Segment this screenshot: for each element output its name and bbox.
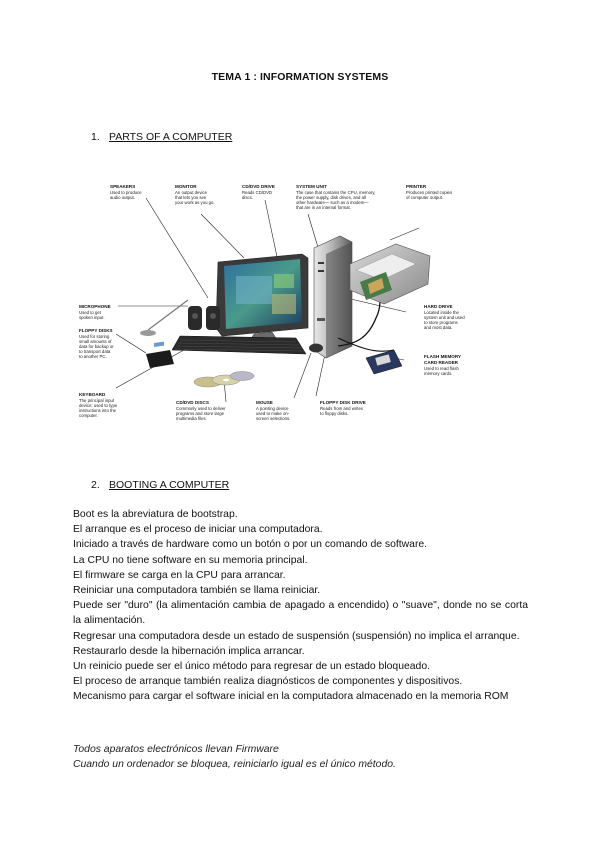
label-cddvd-discs-line: multimedia files. xyxy=(176,416,207,421)
cddvd-discs-illustration xyxy=(194,372,254,388)
label-monitor-title: MONITOR xyxy=(175,184,197,189)
label-system-unit-line: other hardware— such as a modem— xyxy=(296,200,369,205)
body-paragraph: Restaurarlo desde la hibernación implica arrancar. xyxy=(73,645,305,657)
label-hard-drive-line: and most data. xyxy=(424,325,453,330)
label-keyboard-line: device; used to type xyxy=(79,403,118,408)
label-floppy-disks-line: Used for storing xyxy=(79,334,110,339)
body-paragraph: Regresar una computadora desde un estado de suspensión (suspensión) no implica el arranque. xyxy=(73,630,520,642)
label-speakers-title: SPEAKERS xyxy=(110,184,136,189)
body-paragraph: Boot es la abreviatura de bootstrap. xyxy=(73,509,238,520)
label-microphone-line: Used to get xyxy=(79,310,101,315)
label-hard-drive-line: Located inside the xyxy=(424,310,459,315)
note-line: Cuando un ordenador se bloquea, reiniciarlo igual es el único método. xyxy=(73,759,396,771)
computer-illustration xyxy=(76,178,530,436)
mouse-illustration xyxy=(309,344,323,353)
computer-parts-figure xyxy=(76,178,530,436)
label-system-unit-line: The case that contains the CPU, memory, xyxy=(296,190,376,195)
label-flash-reader-title: FLASH MEMORY xyxy=(424,354,462,359)
label-microphone-title: MICROPHONE xyxy=(79,304,111,309)
label-printer-title: PRINTER xyxy=(406,184,427,189)
body-paragraph: El proceso de arranque también realiza diagnósticos de componentes y dispositivos. xyxy=(73,676,463,688)
label-cddvd-drive-line: discs. xyxy=(242,195,253,200)
label-cddvd-drive-line: Reads CD/DVD xyxy=(242,190,273,195)
label-cddvd-drive-title: CD/DVD DRIVE xyxy=(242,184,275,189)
label-floppy-disks-line: small amounts of xyxy=(79,339,112,344)
label-mouse-line: A pointing device xyxy=(256,406,289,411)
keyboard-illustration xyxy=(172,336,306,354)
label-hard-drive-line: to store programs xyxy=(424,320,458,325)
section-number: 1. xyxy=(91,131,100,143)
label-mouse-line: used to make on- xyxy=(256,411,290,416)
printer-illustration xyxy=(350,244,430,304)
section-title: PARTS OF A COMPUTER xyxy=(109,131,233,143)
body-paragraph: El arranque es el proceso de iniciar una computadora. xyxy=(73,524,323,536)
label-flash-reader-line: memory cards. xyxy=(424,371,453,376)
label-printer-line: of computer output. xyxy=(406,195,444,200)
floppy-disks-illustration xyxy=(146,342,174,368)
section-number: 2. xyxy=(91,479,100,491)
body-paragraph: La CPU no tiene software en su memoria principal. xyxy=(73,554,308,566)
monitor-illustration xyxy=(216,254,308,346)
body-paragraph: Iniciado a través de hardware como un botón o por un comando de software. xyxy=(73,539,428,551)
label-floppy-drive-line: to floppy disks. xyxy=(320,411,349,416)
label-floppy-drive-title: FLOPPY DISK DRIVE xyxy=(320,400,366,405)
label-printer-line: Produces printed copies xyxy=(406,190,453,195)
section-title: BOOTING A COMPUTER xyxy=(109,479,230,491)
label-keyboard-line: instructions into the xyxy=(79,408,117,413)
label-floppy-disks-line: to transport data xyxy=(79,349,111,354)
italic-notes xyxy=(73,742,528,773)
note-line: Todos aparatos electrónicos llevan Firmware xyxy=(73,744,279,755)
label-mouse-title: MOUSE xyxy=(256,400,273,405)
label-flash-reader-title: CARD READER xyxy=(424,360,458,365)
label-hard-drive-title: HARD DRIVE xyxy=(424,304,453,309)
label-floppy-drive-line: Reads from and writes xyxy=(320,406,363,411)
label-hard-drive-line: system unit and used xyxy=(424,315,465,320)
label-keyboard-line: The principal input xyxy=(79,398,115,403)
body-paragraph: Mecanismo para cargar el software inicial en la computadora almacenado en la memoria ROM xyxy=(73,691,509,703)
label-floppy-disks-line: to another PC. xyxy=(79,354,107,359)
label-monitor-line: your work as you go. xyxy=(175,200,215,205)
label-system-unit-title: SYSTEM UNIT xyxy=(296,184,327,189)
document-title: TEMA 1 : INFORMATION SYSTEMS xyxy=(211,71,389,83)
label-mouse-line: screen selections. xyxy=(256,416,291,421)
label-flash-reader-line: Used to read flash xyxy=(424,366,459,371)
section-heading-booting xyxy=(91,479,229,491)
label-floppy-disks-title: FLOPPY DISKS xyxy=(79,328,113,333)
label-system-unit-line: the power supply, disk drives, and all xyxy=(296,195,366,200)
body-paragraph: Puede ser "duro" (la alimentación cambia de apagado a encendido) o "suave", donde no se corta la alimentación. xyxy=(73,600,528,627)
label-microphone-line: spoken input. xyxy=(79,315,105,320)
section-heading-parts xyxy=(91,131,232,143)
label-cddvd-discs-line: Commonly used to deliver xyxy=(176,406,226,411)
microphone-illustration xyxy=(140,300,188,336)
speakers-illustration xyxy=(188,306,220,330)
booting-body-text xyxy=(73,507,528,705)
label-keyboard-line: computer. xyxy=(79,413,98,418)
label-system-unit-line: that are in an internal format. xyxy=(296,205,351,210)
label-speakers-line: Used to produce xyxy=(110,190,142,195)
label-floppy-disks-line: data for backup or xyxy=(79,344,114,349)
label-monitor-line: An output device xyxy=(175,190,208,195)
label-speakers-line: audio output. xyxy=(110,195,135,200)
label-monitor-line: that lets you see xyxy=(175,195,207,200)
body-paragraph: Reiniciar una computadora también se llama reiniciar. xyxy=(73,585,321,597)
label-cddvd-discs-line: programs and store large xyxy=(176,411,225,416)
body-paragraph: El firmware se carga en la CPU para arrancar. xyxy=(73,569,286,581)
label-cddvd-discs-title: CD/DVD DISCS xyxy=(176,400,209,405)
label-keyboard-title: KEYBOARD xyxy=(79,392,106,397)
card-reader-illustration xyxy=(366,350,402,374)
body-paragraph: Un reinicio puede ser el único método para regresar de un estado bloqueado. xyxy=(73,661,430,673)
